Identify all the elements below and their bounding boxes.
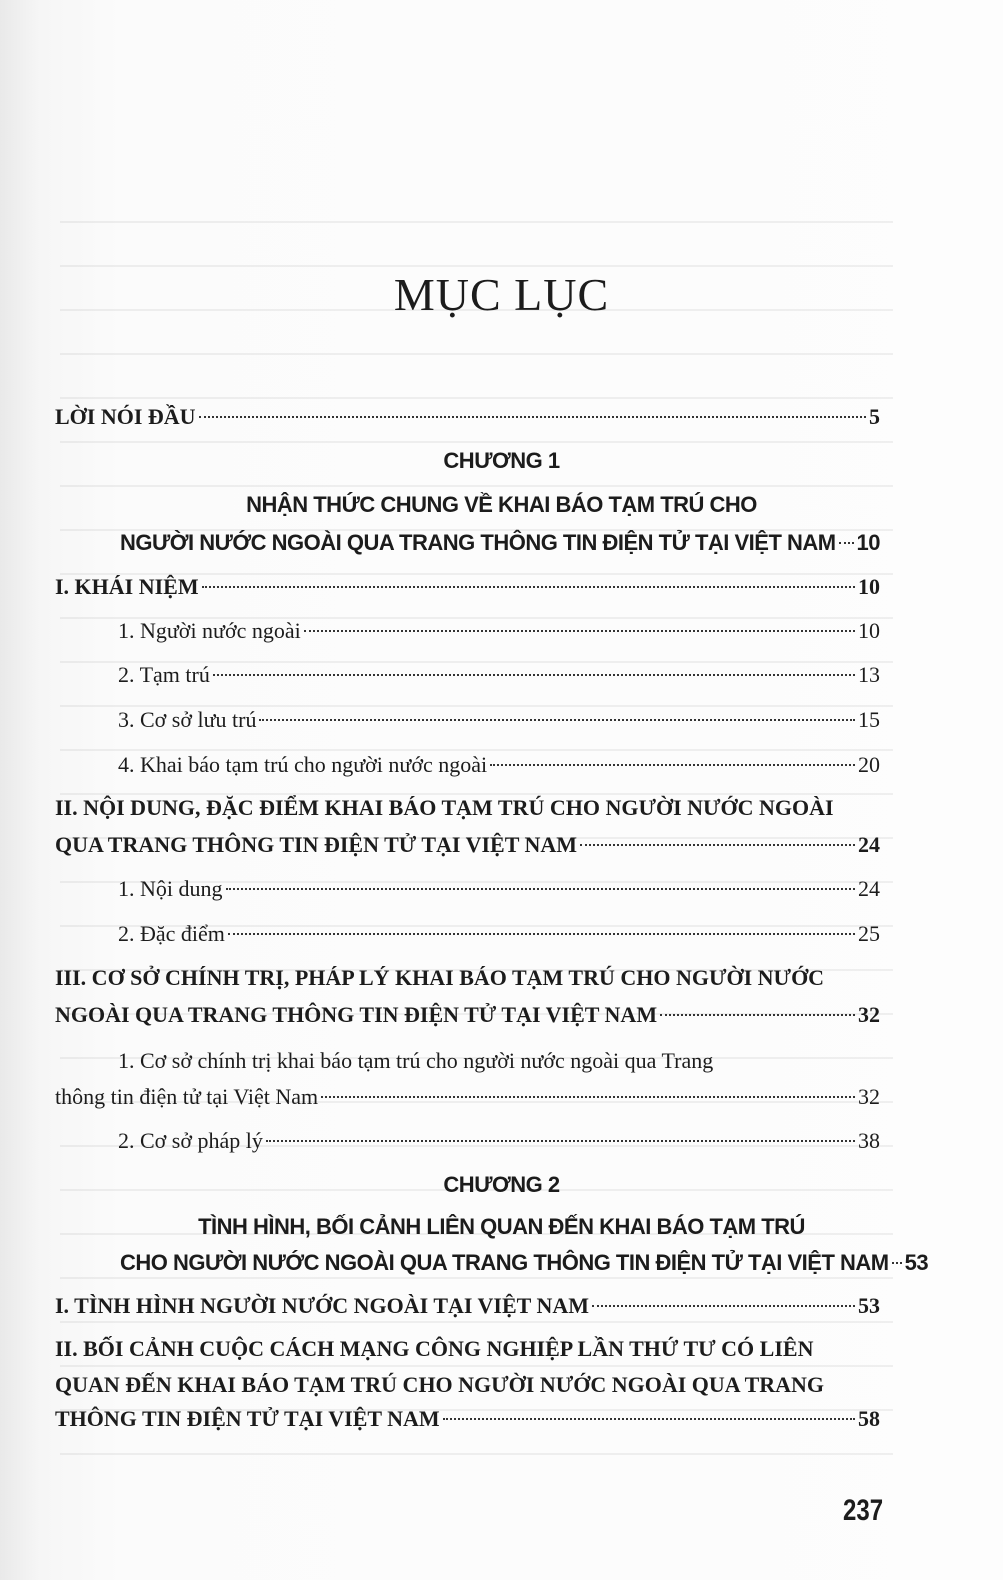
dot-leader — [266, 1140, 855, 1142]
toc-entry-title: LỜI NÓI ĐẦU — [55, 404, 196, 429]
toc-heading-line — [0, 490, 1003, 520]
page-title: MỤC LỤC — [393, 269, 610, 320]
toc-entry — [118, 874, 880, 904]
toc-page-number: 13 — [858, 662, 880, 687]
toc-entry — [55, 1291, 880, 1321]
toc-page-number: 32 — [858, 1002, 880, 1027]
toc-page-number: 25 — [858, 921, 880, 946]
toc-page-number: 38 — [858, 1128, 880, 1153]
dot-leader — [839, 542, 854, 544]
dot-leader — [490, 764, 855, 766]
toc-entry-title: NHẬN THỨC CHUNG VỀ KHAI BÁO TẠM TRÚ CHO — [246, 492, 757, 517]
toc-entry-title: QUAN ĐẾN KHAI BÁO TẠM TRÚ CHO NGƯỜI NƯỚC NGOÀI QUA TRANG — [55, 1372, 825, 1397]
toc-entry-title: 3. Cơ sở lưu trú — [118, 707, 257, 732]
toc-entry-title: 2. Tạm trú — [118, 662, 210, 687]
toc-entry-title: II. NỘI DUNG, ĐẶC ĐIỂM KHAI BÁO TẠM TRÚ CHO NGƯỜI NƯỚC NGOÀI — [55, 795, 834, 820]
toc-heading-line — [55, 1334, 813, 1364]
toc-entry-title: 1. Cơ sở chính trị khai báo tạm trú cho người nước ngoài qua Trang — [118, 1048, 714, 1073]
toc-entry-title: NGƯỜI NƯỚC NGOÀI QUA TRANG THÔNG TIN ĐIỆN TỬ TẠI VIỆT NAM — [120, 530, 836, 555]
dot-leader — [580, 844, 855, 846]
toc-page-number: 10 — [858, 574, 880, 599]
toc-heading-line — [0, 446, 1003, 476]
dot-leader — [228, 933, 855, 935]
toc-heading-line — [0, 1212, 1003, 1242]
toc-entry — [118, 750, 880, 780]
toc-entry-title: I. TÌNH HÌNH NGƯỜI NƯỚC NGOÀI TẠI VIỆT NAM — [55, 1293, 589, 1318]
toc-entry — [55, 1000, 880, 1030]
toc-page-number: 15 — [858, 707, 880, 732]
toc-entry — [120, 1248, 929, 1278]
toc-page-number: 32 — [858, 1084, 880, 1109]
toc-entry-title: THÔNG TIN ĐIỆN TỬ TẠI VIỆT NAM — [55, 1406, 440, 1431]
dot-leader — [892, 1262, 902, 1264]
toc-entry — [120, 528, 880, 558]
toc-entry — [55, 830, 880, 860]
toc-page-number: 10 — [858, 618, 880, 643]
toc-heading-line — [55, 963, 824, 993]
toc-page-number: 5 — [869, 404, 880, 429]
toc-page-number: 53 — [904, 1250, 929, 1275]
toc-entry-title: 4. Khai báo tạm trú cho người nước ngoài — [118, 752, 488, 777]
toc-entry-title: I. KHÁI NIỆM — [55, 574, 199, 599]
toc-entry-title: CHƯƠNG 1 — [443, 448, 560, 473]
toc-entry-title: 1. Người nước ngoài — [118, 618, 301, 643]
toc-page-number: 20 — [858, 752, 880, 777]
toc-entry-title: II. BỐI CẢNH CUỘC CÁCH MẠNG CÔNG NGHIỆP LẦN THỨ TƯ CÓ LIÊN — [55, 1336, 814, 1361]
page-number: 237 — [843, 1494, 884, 1527]
toc-heading-line — [118, 1046, 713, 1076]
toc-entry-title: thông tin điện tử tại Việt Nam — [55, 1084, 319, 1109]
toc-entry-title: CHƯƠNG 2 — [443, 1172, 560, 1197]
toc-entry — [118, 919, 880, 949]
toc-entry-title: NGOÀI QUA TRANG THÔNG TIN ĐIỆN TỬ TẠI VIỆT NAM — [55, 1002, 658, 1027]
toc-entry — [118, 705, 880, 735]
dot-leader — [443, 1418, 855, 1420]
toc-entry-title: III. CƠ SỞ CHÍNH TRỊ, PHÁP LÝ KHAI BÁO TẠM TRÚ CHO NGƯỜI NƯỚC — [55, 965, 825, 990]
toc-entry-title: QUA TRANG THÔNG TIN ĐIỆN TỬ TẠI VIỆT NAM — [55, 832, 578, 857]
toc-entry — [118, 1126, 880, 1156]
dot-leader — [202, 586, 855, 588]
toc-page-number: 58 — [858, 1406, 880, 1431]
toc-heading-line — [0, 1170, 1003, 1200]
dot-leader — [660, 1014, 855, 1016]
dot-leader — [213, 674, 855, 676]
toc-page-number: 10 — [856, 530, 880, 555]
dot-leader — [304, 630, 855, 632]
toc-page-number: 53 — [858, 1293, 880, 1318]
dot-leader — [259, 719, 855, 721]
toc-entry — [55, 1082, 880, 1112]
dot-leader — [592, 1305, 855, 1307]
toc-entry — [55, 402, 880, 432]
dot-leader — [321, 1096, 855, 1098]
toc-entry-title: 1. Nội dung — [118, 876, 223, 901]
toc-entry — [118, 616, 880, 646]
dot-leader — [226, 888, 856, 890]
toc-page-number: 24 — [858, 832, 880, 857]
toc-entry-title: 2. Cơ sở pháp lý — [118, 1128, 263, 1153]
toc-page-number: 24 — [858, 876, 880, 901]
toc-entry — [55, 1404, 880, 1434]
toc-entry-title: TÌNH HÌNH, BỐI CẢNH LIÊN QUAN ĐẾN KHAI BÁO TẠM TRÚ — [198, 1214, 805, 1239]
toc-entry — [55, 572, 880, 602]
dot-leader — [199, 416, 866, 418]
toc-heading-line — [55, 1370, 824, 1400]
toc-entry — [118, 660, 880, 690]
toc-entry-title: CHO NGƯỜI NƯỚC NGOÀI QUA TRANG THÔNG TIN ĐIỆN TỬ TẠI VIỆT NAM — [120, 1250, 889, 1275]
toc-entry-title: 2. Đặc điểm — [118, 921, 225, 946]
toc-heading-line — [55, 793, 834, 823]
